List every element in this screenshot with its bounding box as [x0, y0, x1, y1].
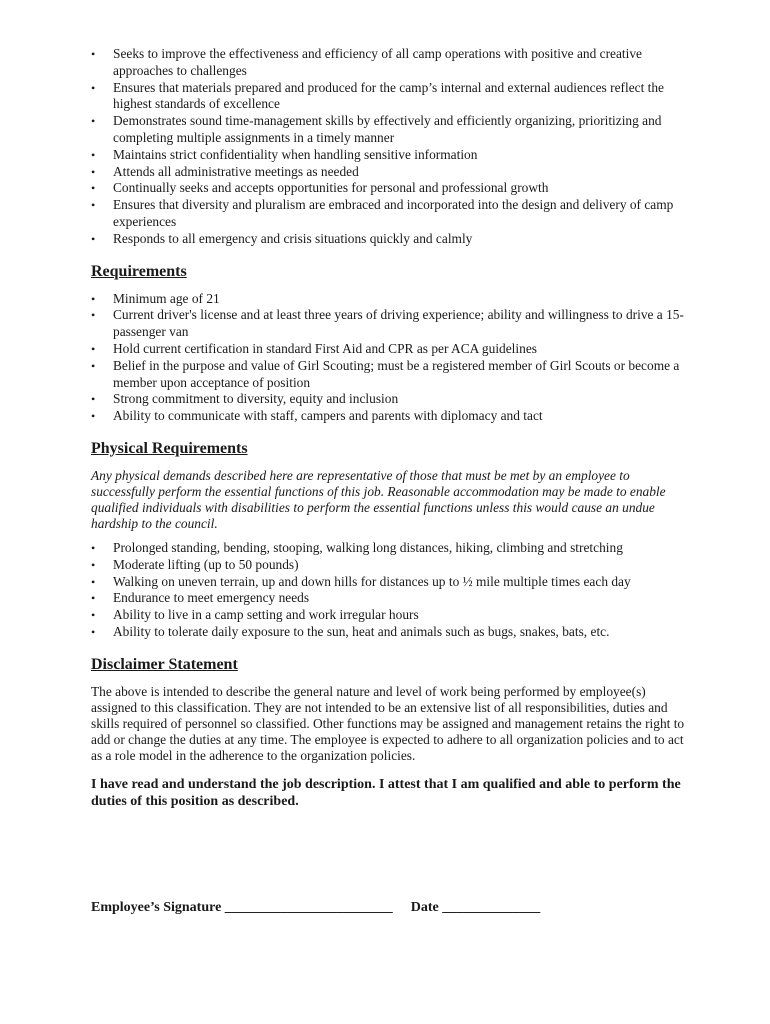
list-item-text: Strong commitment to diversity, equity and inclusion	[113, 391, 399, 407]
list-item	[91, 307, 687, 341]
list-item	[91, 358, 687, 392]
requirements-heading: Requirements	[91, 262, 187, 280]
bullet-icon: •	[91, 80, 96, 95]
bullet-icon: •	[91, 608, 96, 623]
bullet-icon: •	[91, 540, 96, 555]
list-item	[91, 80, 687, 114]
bullet-icon: •	[91, 114, 96, 129]
physical-requirements-heading: Physical Requirements	[91, 439, 248, 457]
requirements-list	[91, 291, 687, 425]
list-item	[91, 147, 687, 164]
attestation-statement: I have read and understand the job description. I attest that I am qualified and able to perform the duties of this position as described.	[91, 776, 681, 809]
list-item	[91, 291, 687, 308]
list-item-text: Responds to all emergency and crisis situations quickly and calmly	[113, 230, 473, 246]
bullet-icon: •	[91, 574, 96, 589]
bullet-icon: •	[91, 147, 96, 162]
list-item-text: Walking on uneven terrain, up and down hills for distances up to ½ mile multiple times each day	[113, 573, 631, 589]
list-item-text: Ability to communicate with staff, campers and parents with diplomacy and tact	[113, 408, 543, 424]
disclaimer-text: The above is intended to describe the general nature and level of work being performed by employee(s) assigned to this classification. They are not intended to be an extensive list of all responsibilities, duties and skills required of personnel so classified. Other functions may be assigned and management retains the right to add or change the duties at any time. The employee is expected to adhere to all organization policies and to act as a role model in the adherence to the organization policies.	[91, 683, 685, 763]
bullet-icon: •	[91, 47, 96, 61]
list-item-text: Ability to tolerate daily exposure to the sun, heat and animals such as bugs, snakes, bats, etc.	[113, 623, 610, 639]
list-item-text: Prolonged standing, bending, stooping, walking long distances, hiking, climbing and stretching	[113, 539, 623, 555]
list-item	[91, 113, 687, 147]
list-item-text: Current driver's license and at least three years of driving experience; ability and willingness to drive a 15-passenger van	[113, 307, 684, 340]
list-item-text: Maintains strict confidentiality when handling sensitive information	[113, 146, 478, 162]
list-item-text: Seeks to improve the effectiveness and efficiency of all camp operations with positive and creative approaches to challenges	[113, 46, 642, 78]
list-item	[91, 540, 687, 557]
list-item	[91, 180, 687, 197]
list-item	[91, 557, 687, 574]
list-item-text: Moderate lifting (up to 50 pounds)	[113, 556, 299, 572]
list-item-text: Attends all administrative meetings as needed	[113, 163, 359, 179]
list-item-text: Belief in the purpose and value of Girl Scouting; must be a registered member of Girl Scouts or become a member upon acceptance of position	[113, 357, 680, 390]
bullet-icon: •	[91, 181, 96, 196]
disclaimer-heading: Disclaimer Statement	[91, 655, 238, 673]
list-item	[91, 164, 687, 181]
bullet-icon: •	[91, 591, 96, 606]
signature-line	[91, 900, 540, 916]
list-item	[91, 408, 687, 425]
list-item	[91, 197, 687, 231]
bullet-icon: •	[91, 164, 96, 179]
employee-signature-field[interactable]: Employee’s Signature ________________________	[91, 900, 393, 915]
bullet-icon: •	[91, 557, 96, 572]
duties-list	[91, 46, 687, 248]
bullet-icon: •	[91, 624, 96, 639]
bullet-icon: •	[91, 409, 96, 424]
bullet-icon: •	[91, 198, 96, 213]
list-item	[91, 590, 687, 607]
bullet-icon: •	[91, 291, 96, 306]
list-item-text: Ensures that materials prepared and produced for the camp’s internal and external audiences reflect the highest standards of excellence	[113, 79, 665, 112]
list-item-text: Hold current certification in standard First Aid and CPR as per ACA guidelines	[113, 340, 537, 356]
document-page	[91, 46, 687, 810]
list-item-text: Minimum age of 21	[113, 290, 220, 306]
bullet-icon: •	[91, 392, 96, 407]
list-item	[91, 607, 687, 624]
bullet-icon: •	[91, 308, 96, 323]
list-item-text: Ensures that diversity and pluralism are embraced and incorporated into the design and delivery of camp experiences	[113, 197, 674, 229]
list-item	[91, 231, 687, 248]
list-item-text: Demonstrates sound time-management skills by effectively and efficiently organizing, prioritizing and completing multiple assignments in a timely manner	[113, 113, 662, 145]
physical-requirements-intro: Any physical demands described here are representative of those that must be met by an employee to successfully perform the essential functions of this job. Reasonable accommodation may be made to enable qualified individuals with disabilities to perform the essential functions unless this would cause an undue hardship to the council.	[91, 467, 666, 531]
list-item-text: Endurance to meet emergency needs	[113, 590, 310, 606]
bullet-icon: •	[91, 341, 96, 356]
list-item	[91, 391, 687, 408]
list-item	[91, 46, 687, 80]
bullet-icon: •	[91, 231, 96, 246]
list-item-text: Ability to live in a camp setting and work irregular hours	[113, 607, 419, 623]
bullet-icon: •	[91, 358, 96, 373]
list-item	[91, 574, 687, 591]
list-item	[91, 341, 687, 358]
physical-requirements-list	[91, 540, 687, 641]
list-item-text: Continually seeks and accepts opportunities for personal and professional growth	[113, 180, 549, 196]
date-field[interactable]: Date ______________	[410, 900, 541, 915]
list-item	[91, 624, 687, 641]
